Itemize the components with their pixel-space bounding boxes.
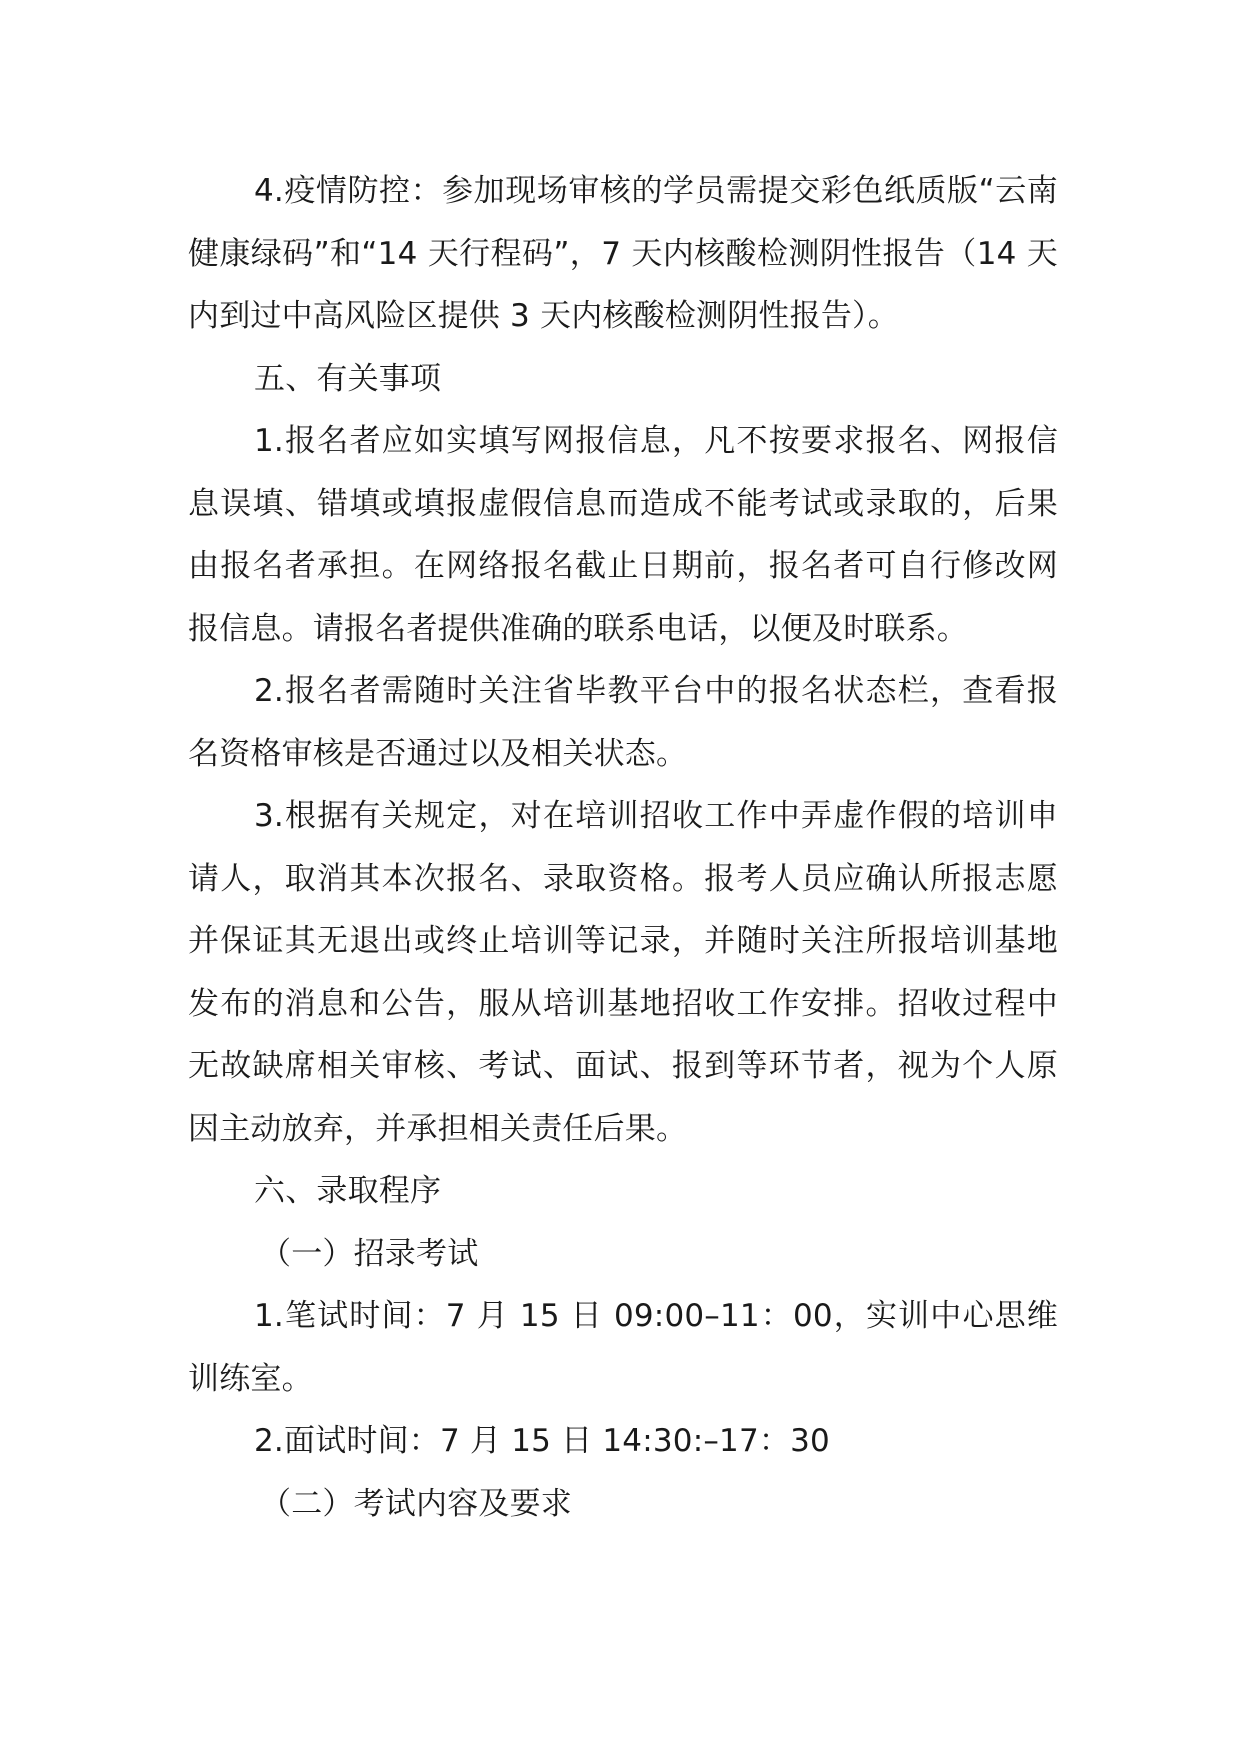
paragraph-registration-info: 1.报名者应如实填写网报信息，凡不按要求报名、网报信息误填、错填或填报虚假信息而造成不能考试或录取的，后果由报名者承担。在网络报名截止日期前，报名者可自行修改网报信息。请报名者提供准确的联系电话，以便及时联系。 bbox=[188, 423, 1058, 647]
section-heading-admission-procedure: 六、录取程序 bbox=[254, 1173, 442, 1209]
document-body bbox=[188, 160, 1058, 1535]
paragraph-written-exam-time: 1.笔试时间：7 月 15 日 09:00–11：00，实训中心思维训练室。 bbox=[188, 1298, 1058, 1397]
paragraph-regulations: 3.根据有关规定，对在培训招收工作中弄虚作假的培训申请人，取消其本次报名、录取资格。报考人员应确认所报志愿并保证其无退出或终止培训等记录，并随时关注所报培训基地发布的消息和公告，服从培训基地招收工作安排。招收过程中无故缺席相关审核、考试、面试、报到等环节者，视为个人原因主动放弃，并承担相关责任后果。 bbox=[188, 798, 1058, 1147]
paragraph-interview-time: 2.面试时间：7 月 15 日 14:30:–17：30 bbox=[254, 1423, 830, 1459]
paragraph-registration-status: 2.报名者需随时关注省毕教平台中的报名状态栏，查看报名资格审核是否通过以及相关状态。 bbox=[188, 673, 1058, 772]
subsection-heading-exam-content: （二）考试内容及要求 bbox=[260, 1485, 572, 1522]
section-heading-related-matters: 五、有关事项 bbox=[254, 360, 442, 397]
paragraph-epidemic-control: 4.疫情防控：参加现场审核的学员需提交彩色纸质版“云南健康绿码”和“14 天行程码”，7 天内核酸检测阴性报告（14 天内到过中高风险区提供 3 天内核酸检测阴性报告）。 bbox=[188, 173, 1058, 334]
subsection-heading-recruitment-exam: （一）招录考试 bbox=[260, 1235, 479, 1272]
